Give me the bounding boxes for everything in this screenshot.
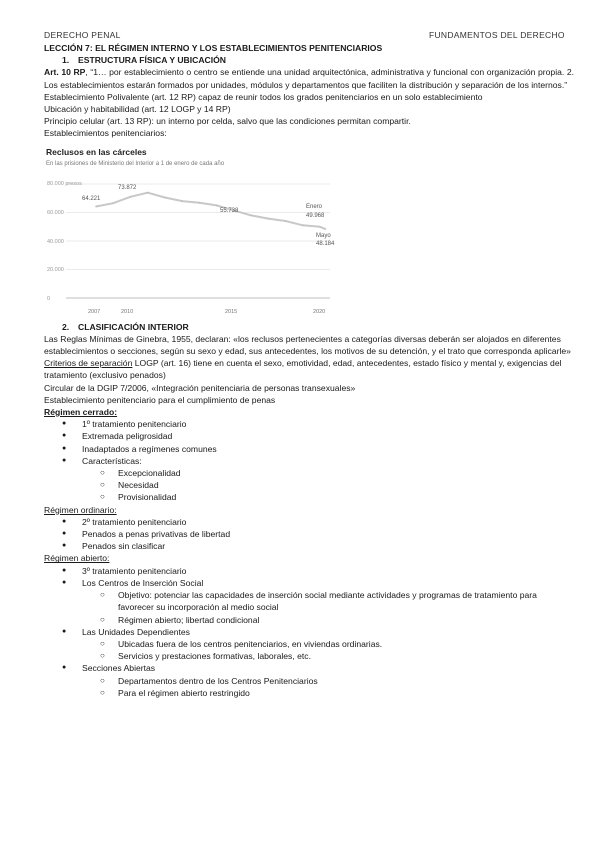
list-item: ● Inadaptados a regímenes comunes — [82, 443, 574, 455]
data-point — [95, 205, 97, 207]
data-label: 55.738 — [220, 207, 239, 214]
regimen-cerrado-heading: Régimen cerrado: — [44, 407, 118, 418]
list-item: ● Los Centros de Inserción Social ○ Objetivo: potenciar las capacidades de inserción social mediante actividades y programas de tratamiento para favorecer su incorporación al medio social ○ Régimen abierto; libertad condicional — [82, 577, 574, 626]
list-item: ● 2º tratamiento penitenciario — [82, 516, 574, 528]
establecimiento-penas-line: Establecimiento penitenciario para el cumplimiento de penas — [44, 394, 276, 405]
list-item: ○ Departamentos dentro de los Centros Penitenciarios — [118, 675, 574, 687]
regimen-ordinario-list — [44, 516, 574, 553]
data-point — [181, 200, 183, 202]
data-point — [164, 196, 166, 198]
list-item: ● Extremada peligrosidad — [82, 430, 574, 442]
criterios-paragraph: Criterios de separación LOGP (art. 16) tiene en cuenta el sexo, emotividad, edad, antecedentes, estado físico y mental y, exigencias del tratamiento (exclusivo penados) — [44, 358, 562, 381]
cis-sublist — [82, 589, 574, 626]
list-item: ○ Para el régimen abierto restringido — [118, 687, 574, 699]
x-tick-label: 2015 — [225, 308, 238, 315]
list-item: ○ Régimen abierto; libertad condicional — [118, 614, 574, 626]
list-item: ○ Ubicadas fuera de los centros penitenciarios, en viviendas ordinarias. — [118, 638, 574, 650]
header-right: FUNDAMENTOS DEL DERECHO — [429, 30, 565, 40]
data-point — [285, 220, 287, 222]
list-item: ● Penados sin clasificar — [82, 540, 574, 552]
data-label: 73.872 — [118, 184, 137, 191]
list-item: ○ Objetivo: potenciar las capacidades de inserción social mediante actividades y programas de tratamiento para favorecer su incorporación al medio social — [118, 589, 574, 613]
header-left: DERECHO PENAL — [44, 30, 121, 40]
polivalente-line: Establecimiento Polivalente (art. 12 RP) capaz de reunir todos los grados penitenciarios en un solo establecimiento — [44, 91, 483, 102]
establecimientos-label: Establecimientos penitenciarios: — [44, 128, 167, 139]
section-heading-2: 2. CLASIFICACIÓN INTERIOR — [62, 321, 189, 332]
series-line-may — [320, 226, 326, 229]
list-item: ○ Excepcionalidad — [118, 467, 574, 479]
y-tick-label: 40.000 — [47, 238, 64, 245]
ginebra-paragraph: Las Reglas Mínimas de Ginebra, 1955, declaran: «los reclusos pertenecientes a categorías diversas deberán ser alojados en diferentes establecimientos o secciones, según su sexo y edad, sus antecedentes, los motivos de su detención, y el trato que corresponda aplicarle» — [44, 333, 571, 357]
list-item: ● 3º tratamiento penitenciario — [82, 565, 574, 577]
data-point — [268, 217, 270, 219]
data-label: 49.968 — [306, 212, 325, 219]
data-point — [302, 224, 304, 226]
x-tick-label: 2020 — [313, 308, 326, 315]
y-tick-label: 60.000 — [47, 209, 64, 216]
y-tick-label: 80.000 presos — [47, 180, 82, 187]
data-label: 64.221 — [82, 195, 101, 202]
caracteristicas-sublist — [82, 467, 574, 504]
chart-title: Reclusos en las cárceles — [46, 146, 147, 157]
circular-line: Circular de la DGIP 7/2006, «Integración penitenciaria de personas transexuales» — [44, 382, 356, 393]
list-item: ○ Necesidad — [118, 479, 574, 491]
list-item: ● 1º tratamiento penitenciario — [82, 418, 574, 430]
secciones-sublist — [82, 675, 574, 699]
list-item: ○ Provisionalidad — [118, 491, 574, 503]
x-tick-label: 2010 — [121, 308, 134, 315]
data-point — [319, 226, 321, 228]
data-point — [112, 202, 114, 204]
lesson-title: LECCIÓN 7: EL RÉGIMEN INTERNO Y LOS ESTABLECIMIENTOS PENITENCIARIOS — [44, 43, 383, 53]
data-point — [147, 192, 149, 194]
list-item: ● Penados a penas privativas de libertad — [82, 528, 574, 540]
document-body — [44, 42, 574, 699]
y-tick-label: 20.000 — [47, 266, 64, 273]
list-item: ● Características: ○ Excepcionalidad ○ Necesidad ○ Provisionalidad — [82, 455, 574, 504]
section-heading-1: 1. ESTRUCTURA FÍSICA Y UBICACIÓN — [62, 55, 227, 66]
regimen-cerrado-list — [44, 418, 574, 503]
ubicacion-line: Ubicación y habitabilidad (art. 12 LOGP y 14 RP) — [44, 104, 231, 115]
data-point — [216, 204, 218, 206]
data-label: 48.184 — [316, 240, 335, 247]
regimen-abierto-heading: Régimen abierto: — [44, 553, 110, 564]
chart-subtitle: En las prisiones de Ministerio del Interior a 1 de enero de cada año — [46, 160, 225, 167]
y-tick-label: 0 — [47, 295, 51, 302]
data-label: Mayo — [316, 232, 331, 239]
data-point — [250, 214, 252, 216]
data-label: Enero — [306, 203, 323, 210]
prisoners-chart — [44, 144, 340, 317]
list-item: ○ Servicios y prestaciones formativas, laborales, etc. — [118, 650, 574, 662]
x-tick-label: 2007 — [88, 308, 101, 315]
list-item: ● Las Unidades Dependientes ○ Ubicadas fuera de los centros penitenciarios, en viviendas ordinarias. ○ Servicios y prestaciones formativas, laborales, etc. — [82, 626, 574, 663]
art10-paragraph: Art. 10 RP, “1… por establecimiento o centro se entiende una unidad arquitectónica, administrativa y funcional con organización propia. 2. Los establecimientos estarán formados por unidades, módulos y departamentos que faciliten la distribución y separación de los internos.” — [44, 67, 574, 90]
list-item: ● Secciones Abiertas ○ Departamentos dentro de los Centros Penitenciarios ○ Para el régimen abierto restringido — [82, 662, 574, 699]
unidades-sublist — [82, 638, 574, 662]
data-point — [130, 196, 132, 198]
data-point — [199, 202, 201, 204]
celular-line: Principio celular (art. 13 RP): un interno por celda, salvo que las condiciones permitan compartir. — [44, 116, 411, 127]
regimen-abierto-list — [44, 565, 574, 699]
regimen-ordinario-heading: Régimen ordinario: — [44, 504, 117, 515]
series-line — [96, 192, 323, 226]
